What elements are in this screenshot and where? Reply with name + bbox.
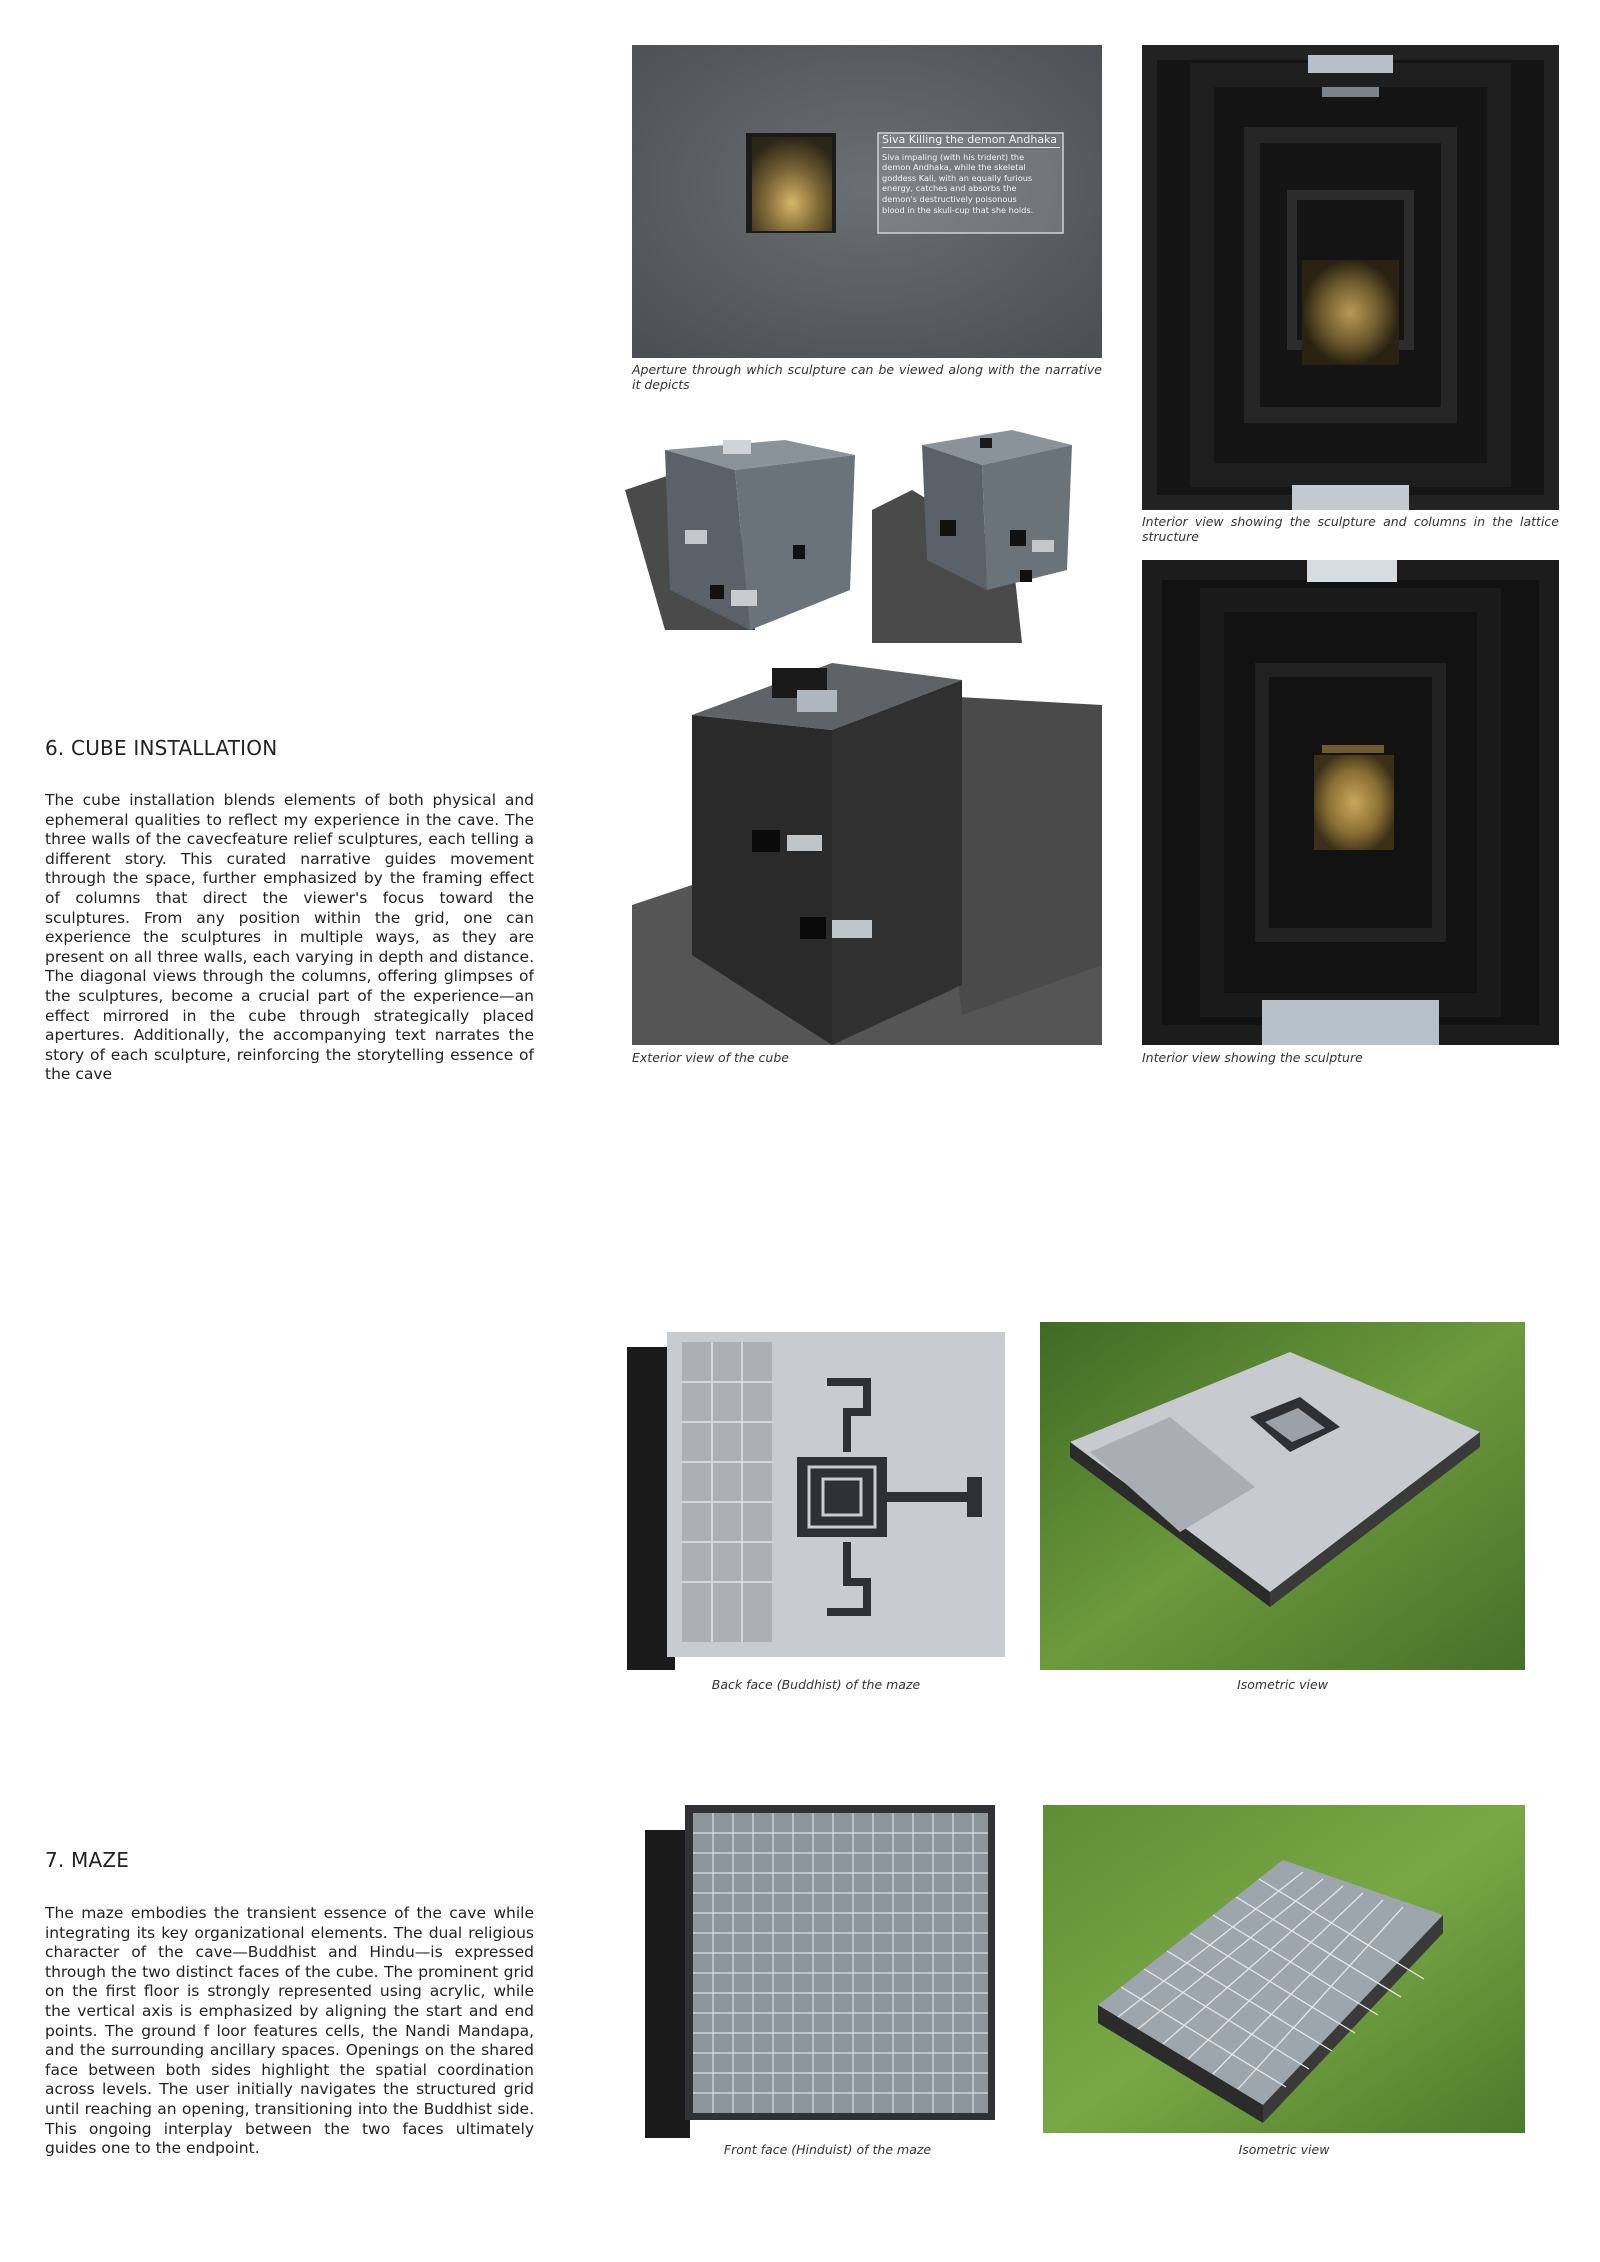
section-6-heading: 6. CUBE INSTALLATION xyxy=(45,736,278,760)
caption-back-face: Back face (Buddhist) of the maze xyxy=(711,1677,921,1692)
back-face-maze-photo xyxy=(627,1322,1005,1670)
plaque-line: goddess Kali, with an equally furious xyxy=(882,172,1033,183)
front-face-maze-photo xyxy=(645,1805,1010,2138)
caption-isometric-bottom: Isometric view xyxy=(1238,2142,1330,2157)
caption-front-face: Front face (Hinduist) of the maze xyxy=(723,2142,932,2157)
section-6-body: The cube installation blends elements of both physical and ephemeral qualities to reflect my experience in the cave. The three walls of the cavecfeature relief sculptures, each telling a different story. This curated narrative guides movement through the space, further emphasized by the framing effect of columns that direct the viewer's focus toward the sculptures. From any position within the grid, one can experience the sculptures in multiple ways, as they are present on all three walls, each varying in depth and distance. The diagonal views through the columns, offering glimpses of the sculptures, become a crucial part of the experience—an effect mirrored in the cube through strategically placed apertures. Additionally, the accompanying text narrates the story of each sculpture, reinforcing the storytelling essence of the cave xyxy=(45,791,534,1084)
plaque-line: energy, catches and absorbs the xyxy=(882,183,1017,194)
exterior-cube-photo xyxy=(632,655,1102,1045)
plaque-line: Siva impaling (with his trident) the xyxy=(882,151,1025,162)
interior-photo xyxy=(1142,560,1559,1045)
caption-isometric-top: Isometric view xyxy=(1237,1677,1328,1692)
plaque-title: Siva Killing the demon Andhaka xyxy=(882,135,1060,148)
caption-aperture: Aperture through which sculpture can be viewed along with the narrative it depicts xyxy=(632,362,1102,392)
section-7-body: The maze embodies the transient essence of the cave while integrating its key organizational elements. The dual religious character of the cave—Buddhist and Hindu—is expressed through the two distinct faces of the cube. The prominent grid on the first floor is strongly represented using acrylic, while the vertical axis is emphasized by aligning the start and end points. The ground f loor features cells, the Nandi Mandapa, and the surrounding ancillary spaces. Openings on the shared face between both sides highlight the spatial coordination across levels. The user initially navigates the structured grid until reaching an opening, transitioning into the Buddhist side. This ongoing interplay between the two faces ultimately guides one to the endpoint. xyxy=(45,1904,534,2158)
caption-exterior: Exterior view of the cube xyxy=(632,1050,789,1065)
caption-interior-columns: Interior view showing the sculpture and columns in the lattice structure xyxy=(1142,514,1559,544)
plaque-line: demon's destructively poisonous xyxy=(882,193,1017,204)
plaque-text xyxy=(882,135,1060,215)
plaque-line: blood in the skull-cup that she holds. xyxy=(882,204,1034,215)
interior-columns-photo xyxy=(1142,45,1559,510)
aperture-photo xyxy=(632,45,1102,358)
isometric-top-photo xyxy=(1040,1322,1525,1670)
plaque-line: demon Andhaka, while the skeletal xyxy=(882,162,1026,173)
section-7-heading: 7. MAZE xyxy=(45,1848,130,1872)
cube-photo-right xyxy=(872,420,1104,643)
cube-photo-left xyxy=(625,420,860,630)
caption-interior: Interior view showing the sculpture xyxy=(1142,1050,1363,1065)
isometric-bottom-photo xyxy=(1043,1805,1525,2133)
